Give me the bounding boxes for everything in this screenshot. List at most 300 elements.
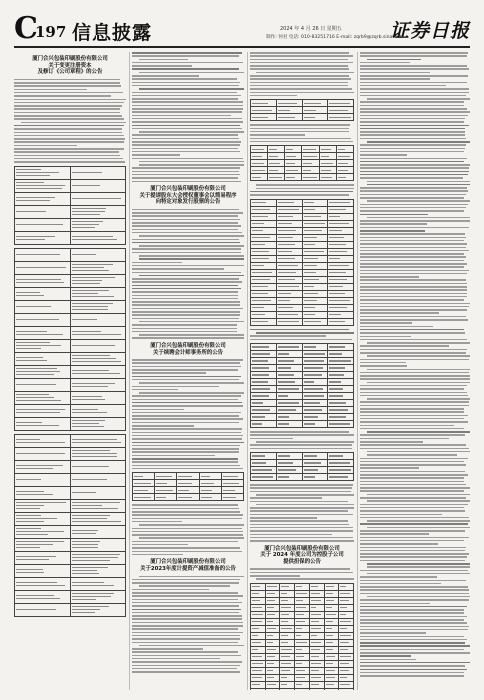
- table-cell: [302, 160, 319, 167]
- text-line: [132, 435, 243, 437]
- table-cell: [328, 365, 354, 372]
- table-cell: [15, 192, 71, 205]
- text-line: [132, 395, 241, 397]
- cell-text: [281, 670, 290, 671]
- text-line: [250, 431, 349, 433]
- table-cell: [276, 372, 302, 379]
- table-cell: [276, 100, 302, 107]
- table-cell: [302, 107, 328, 114]
- text-line: [256, 188, 354, 190]
- table-cell: [276, 453, 302, 460]
- text-line: [360, 626, 469, 628]
- cell-text: [16, 331, 47, 332]
- text-line: [256, 441, 354, 443]
- cell-text: [16, 348, 41, 349]
- table-row: [251, 311, 354, 318]
- table-row: [251, 646, 354, 653]
- cell-text: [311, 684, 319, 685]
- cell-text: [311, 586, 319, 587]
- table-cell: [324, 632, 339, 639]
- cell-text: [72, 383, 116, 384]
- text-line: [132, 534, 243, 536]
- table-row: [133, 473, 244, 480]
- table-cell: [251, 674, 266, 681]
- cell-text: [340, 593, 350, 594]
- table-row: [15, 231, 126, 244]
- table-row: [251, 421, 354, 428]
- text-line: [250, 65, 348, 67]
- cell-text: [269, 163, 280, 164]
- table-cell: [15, 218, 71, 231]
- table-cell: [295, 646, 310, 653]
- table-cell: [280, 590, 295, 597]
- cell-text: [72, 319, 97, 320]
- table-cell: [324, 625, 339, 632]
- text-line: [367, 355, 470, 357]
- table-cell: [295, 625, 310, 632]
- cell-text: [311, 600, 322, 601]
- text-line: [360, 576, 437, 578]
- table-row: [251, 114, 354, 121]
- cell-text: [72, 370, 109, 371]
- cell-text: [304, 258, 318, 259]
- table-row: [251, 262, 354, 269]
- table-cell: [295, 660, 310, 667]
- table-cell: [302, 414, 328, 421]
- cell-text: [252, 367, 269, 368]
- table-cell: [265, 653, 280, 660]
- text-line: [132, 138, 239, 140]
- table-cell: [251, 227, 277, 234]
- text-line: [132, 75, 199, 77]
- text-line: [132, 428, 242, 430]
- text-line: [139, 255, 244, 257]
- cell-text: [72, 221, 103, 222]
- cell-text: [311, 670, 319, 671]
- cell-text: [326, 628, 333, 629]
- announcement-title-line: 提供担保的公告: [283, 558, 321, 565]
- table-cell: [251, 372, 277, 379]
- cell-text: [72, 264, 114, 265]
- table-cell: [328, 474, 354, 481]
- text-line: [14, 155, 120, 157]
- cell-text: [223, 497, 236, 498]
- cell-text: [304, 237, 318, 238]
- cell-text: [252, 462, 266, 463]
- table-cell: [15, 434, 71, 447]
- table-cell: [324, 688, 339, 690]
- table-row: [251, 393, 354, 400]
- body-text: [132, 209, 244, 339]
- table-cell: [280, 667, 295, 674]
- text-line: [132, 55, 239, 57]
- table-cell: [265, 639, 280, 646]
- text-line: [360, 326, 433, 328]
- cell-text: [304, 409, 323, 410]
- cell-text: [267, 593, 275, 594]
- table-cell: [70, 391, 126, 404]
- cell-text: [304, 321, 321, 322]
- text-line: [367, 527, 470, 529]
- table-cell: [276, 297, 302, 304]
- cell-text: [72, 505, 102, 506]
- cell-text: [16, 292, 40, 293]
- table-cell: [268, 146, 285, 153]
- cell-text: [267, 586, 277, 587]
- table-cell: [199, 487, 221, 494]
- cell-text: [16, 172, 59, 173]
- table-cell: [328, 290, 354, 297]
- text-line: [360, 655, 411, 657]
- text-line: [132, 595, 243, 597]
- table-cell: [133, 494, 155, 501]
- table-cell: [324, 597, 339, 604]
- table-cell: [295, 632, 310, 639]
- table-cell: [251, 344, 277, 351]
- table-cell: [324, 590, 339, 597]
- text-line: [360, 352, 466, 354]
- text-line: [360, 256, 466, 258]
- table-row: [251, 153, 354, 160]
- editor-line: 制作: 何君 电话: 010-83251716 E-mail: zqrb9@zqrb.sina.net: [266, 35, 402, 40]
- text-line: [360, 612, 464, 614]
- announcement-title-line: 厦门合兴包装印刷股份有限公司: [150, 559, 226, 566]
- table-cell: [70, 577, 126, 590]
- text-line: [132, 418, 243, 420]
- cell-text: [321, 163, 334, 164]
- cell-text: [16, 236, 55, 237]
- text-line: [250, 537, 353, 539]
- text-line: [360, 365, 407, 367]
- cell-text: [304, 388, 323, 389]
- text-line: [139, 334, 244, 336]
- table-row: [133, 480, 244, 487]
- table-cell: [309, 660, 324, 667]
- table-row: [251, 365, 354, 372]
- text-line: [132, 635, 240, 637]
- cell-text: [321, 170, 332, 171]
- announcement-title-line: 厦门合兴包装印刷股份有限公司: [264, 545, 340, 552]
- cell-text: [72, 423, 99, 424]
- text-line: [256, 504, 354, 506]
- text-line: [132, 301, 240, 303]
- table-row: [251, 674, 354, 681]
- text-line: [132, 405, 243, 407]
- table-cell: [199, 473, 221, 480]
- text-line: [14, 89, 87, 91]
- table-cell: [251, 660, 266, 667]
- cell-text: [16, 345, 61, 346]
- text-line: [14, 105, 122, 107]
- text-line: [360, 134, 465, 136]
- cell-text: [281, 614, 289, 615]
- cell-text: [16, 371, 60, 372]
- text-line: [360, 286, 467, 288]
- cell-text: [311, 663, 322, 664]
- cell-text: [72, 293, 99, 294]
- text-line: [360, 378, 470, 380]
- cell-text: [278, 272, 296, 273]
- table-row: [15, 564, 126, 577]
- cell-text: [252, 360, 268, 361]
- text-line: [360, 471, 465, 473]
- table-cell: [319, 146, 336, 153]
- table-cell: [265, 597, 280, 604]
- table-cell: [70, 352, 126, 365]
- cell-text: [72, 214, 100, 215]
- announcement-title-line: 厦门合兴包装印刷股份有限公司: [32, 56, 108, 62]
- text-line: [360, 276, 419, 278]
- text-line: [360, 273, 467, 275]
- cell-text: [278, 230, 296, 231]
- text-line: [360, 401, 469, 403]
- text-line: [132, 554, 183, 556]
- text-line: [139, 524, 244, 526]
- cell-text: [281, 642, 287, 643]
- table-cell: [324, 604, 339, 611]
- text-line: [360, 586, 468, 588]
- table-cell: [251, 365, 277, 372]
- text-line: [360, 151, 464, 153]
- text-line: [132, 134, 238, 136]
- table-cell: [302, 199, 328, 206]
- text-line: [367, 454, 457, 456]
- table-cell: [251, 460, 277, 467]
- text-line: [360, 372, 469, 374]
- cell-text: [281, 663, 291, 664]
- cell-text: [278, 423, 289, 424]
- table-cell: [336, 167, 353, 174]
- cell-text: [281, 628, 292, 629]
- text-line: [139, 164, 244, 166]
- cell-text: [303, 170, 311, 171]
- cell-text: [252, 600, 260, 601]
- cell-text: [72, 306, 108, 307]
- cell-text: [329, 416, 346, 417]
- table-row: [15, 205, 126, 218]
- body-text: [250, 329, 354, 340]
- table-cell: [280, 653, 295, 660]
- table-cell: [251, 160, 268, 167]
- table-cell: [70, 231, 126, 244]
- cell-text: [304, 244, 316, 245]
- text-line: [360, 537, 469, 539]
- text-line: [367, 200, 470, 202]
- cell-text: [269, 170, 278, 171]
- table-row: [15, 248, 126, 261]
- table-cell: [251, 304, 277, 311]
- text-line: [132, 177, 238, 179]
- table-cell: [328, 460, 354, 467]
- column-4: [360, 52, 470, 690]
- text-line: [132, 514, 243, 516]
- announcement-title-line: 关于提请股东大会授权董事会以简易程序: [139, 192, 237, 199]
- text-line: [132, 272, 241, 274]
- cell-text: [134, 476, 143, 477]
- text-line: [139, 382, 244, 384]
- table-cell: [324, 660, 339, 667]
- cell-text: [304, 402, 320, 403]
- cell-text: [16, 368, 57, 369]
- table-cell: [328, 379, 354, 386]
- cell-text: [296, 628, 302, 629]
- table-cell: [70, 192, 126, 205]
- impairment-table: [250, 99, 354, 121]
- table-row: [15, 179, 126, 192]
- cell-text: [329, 360, 350, 361]
- cell-text: [278, 286, 299, 287]
- cell-text: [16, 425, 59, 426]
- cell-text: [252, 614, 263, 615]
- cell-text: [281, 635, 288, 636]
- table-cell: [328, 269, 354, 276]
- cell-text: [252, 177, 261, 178]
- cell-text: [16, 515, 41, 516]
- table-cell: [319, 167, 336, 174]
- table-row: [15, 417, 126, 430]
- cell-text: [16, 598, 60, 599]
- text-line: [132, 547, 240, 549]
- text-line: [360, 405, 469, 407]
- text-line: [250, 568, 350, 570]
- text-line: [360, 68, 469, 70]
- cell-text: [340, 684, 349, 685]
- table-row: [251, 632, 354, 639]
- table-row: [15, 404, 126, 417]
- cell-text: [281, 677, 287, 678]
- text-line: [250, 572, 353, 574]
- cell-text: [223, 483, 239, 484]
- table-cell: [324, 611, 339, 618]
- text-line: [132, 128, 242, 130]
- table-cell: [328, 241, 354, 248]
- table-row: [251, 611, 354, 618]
- text-line: [360, 154, 407, 156]
- text-line: [360, 497, 466, 499]
- table-cell: [309, 625, 324, 632]
- text-line: [132, 422, 239, 424]
- cell-text: [329, 279, 347, 280]
- table-cell: [15, 486, 71, 499]
- cell-text: [304, 251, 324, 252]
- cell-text: [338, 170, 349, 171]
- cell-text: [329, 395, 342, 396]
- cell-text: [281, 600, 287, 601]
- table-cell: [70, 248, 126, 261]
- text-line: [132, 412, 241, 414]
- cell-text: [267, 677, 274, 678]
- table-cell: [268, 174, 285, 181]
- text-line: [250, 128, 349, 130]
- cell-text: [338, 156, 350, 157]
- cell-text: [16, 582, 57, 583]
- table-cell: [276, 400, 302, 407]
- text-line: [360, 540, 464, 542]
- text-line: [132, 402, 242, 404]
- cell-text: [278, 103, 297, 104]
- cell-text: [16, 572, 44, 573]
- text-line: [132, 369, 238, 371]
- cell-text: [321, 156, 330, 157]
- text-line: [360, 319, 468, 321]
- table-cell: [302, 146, 319, 153]
- table-cell: [70, 313, 126, 326]
- table-row: [251, 453, 354, 460]
- table-cell: [15, 460, 71, 473]
- text-line: [132, 278, 239, 280]
- table-cell: [295, 681, 310, 688]
- table-cell: [251, 611, 266, 618]
- text-line: [360, 289, 467, 291]
- table-cell: [276, 379, 302, 386]
- cell-text: [303, 163, 312, 164]
- cell-text: [72, 426, 105, 427]
- table-cell: [276, 344, 302, 351]
- cell-text: [286, 177, 294, 178]
- cell-text: [326, 600, 335, 601]
- text-line: [360, 523, 468, 525]
- cell-text: [16, 508, 40, 509]
- cell-text: [72, 412, 107, 413]
- table-row: [15, 577, 126, 590]
- text-line: [132, 655, 241, 657]
- table-row: [251, 667, 354, 674]
- table-row: [251, 590, 354, 597]
- cell-text: [134, 483, 151, 484]
- text-line: [360, 418, 464, 420]
- table-cell: [280, 618, 295, 625]
- table-row: [15, 218, 126, 231]
- text-line: [360, 599, 469, 601]
- text-line: [360, 52, 468, 54]
- cell-text: [178, 490, 189, 491]
- cell-text: [72, 224, 99, 225]
- text-line: [360, 266, 464, 268]
- text-line: [132, 121, 243, 123]
- text-line: [132, 248, 241, 250]
- text-line: [360, 448, 469, 450]
- table-cell: [70, 417, 126, 430]
- text-line: [360, 85, 446, 87]
- table-cell: [15, 551, 71, 564]
- cell-text: [252, 170, 265, 171]
- table-cell: [328, 199, 354, 206]
- cell-text: [329, 321, 345, 322]
- table-cell: [251, 646, 266, 653]
- text-line: [250, 141, 353, 143]
- table-cell: [328, 206, 354, 213]
- cell-text: [267, 607, 275, 608]
- table-row: [15, 300, 126, 313]
- cell-text: [329, 117, 350, 118]
- text-line: [250, 507, 354, 509]
- cell-text: [72, 358, 116, 359]
- cell-text: [72, 560, 110, 561]
- cell-text: [252, 455, 265, 456]
- cell-text: [16, 306, 51, 307]
- text-line: [360, 556, 467, 558]
- text-line: [367, 520, 470, 522]
- cell-text: [16, 400, 61, 401]
- cell-text: [252, 272, 272, 273]
- announcement-header: [132, 559, 244, 572]
- cell-text: [340, 614, 346, 615]
- text-line: [14, 118, 124, 120]
- table-cell: [251, 688, 266, 690]
- table-row: [15, 473, 126, 486]
- cell-text: [304, 395, 325, 396]
- text-line: [132, 78, 237, 80]
